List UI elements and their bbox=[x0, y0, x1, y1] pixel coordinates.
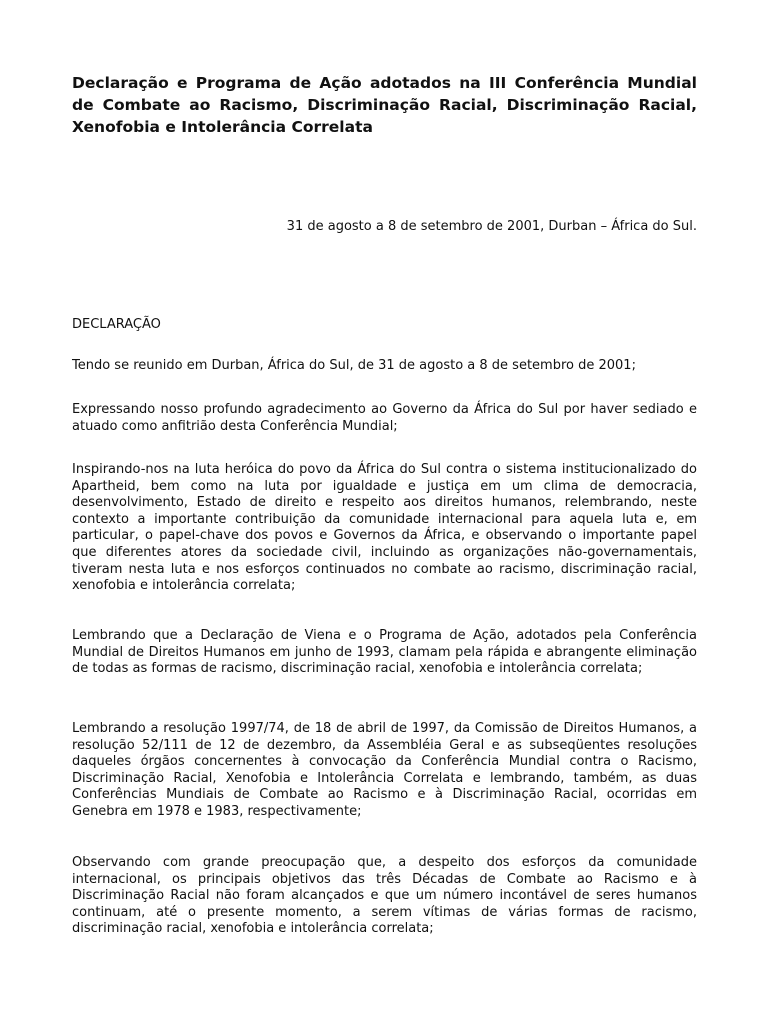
section-heading: DECLARAÇÃO bbox=[72, 317, 161, 332]
document-title: Declaração e Programa de Ação adotados na III Conferência Mundial de Combate ao Racismo, Discriminação Racial, Discriminação Racial, Xenofobia e Intolerância Correlata bbox=[72, 74, 697, 136]
paragraph-1: Tendo se reunido em Durban, África do Sul, de 31 de agosto a 8 de setembro de 2001; bbox=[72, 358, 636, 373]
paragraph-4: Lembrando que a Declaração de Viena e o Programa de Ação, adotados pela Conferência Mundial de Direitos Humanos em junho de 1993, clamam pela rápida e abrangente eliminação de todas as formas de racismo, discriminação racial, xenofobia e intolerância correlata; bbox=[72, 628, 697, 677]
paragraph-3: Inspirando-nos na luta heróica do povo da África do Sul contra o sistema institucionalizado do Apartheid, bem como na luta por igualdade e justiça em um clima de democracia, desenvolvimento, Estado de direito e respeito aos direitos humanos, relembrando, neste contexto a importante contribuição da comunidade internacional para aquela luta e, em particular, o papel-chave dos povos e Governos da África, e observando o importante papel que diferentes atores da sociedade civil, incluindo as organizações não-governamentais, tiveram nesta luta e nos esforços continuados no combate ao racismo, discriminação racial, xenofobia e intolerância correlata; bbox=[72, 462, 697, 594]
date-location-line: 31 de agosto a 8 de setembro de 2001, Durban – África do Sul. bbox=[286, 219, 697, 234]
paragraph-6: Observando com grande preocupação que, a despeito dos esforços da comunidade internacional, os principais objetivos das três Décadas de Combate ao Racismo e à Discriminação Racial não foram alcançados e que um número incontável de seres humanos continuam, até o presente momento, a serem vítimas de várias formas de racismo, discriminação racial, xenofobia e intolerância correlata; bbox=[72, 855, 697, 937]
paragraph-2: Expressando nosso profundo agradecimento ao Governo da África do Sul por haver sediado e atuado como anfitrião desta Conferência Mundial; bbox=[72, 402, 697, 434]
paragraph-5: Lembrando a resolução 1997/74, de 18 de abril de 1997, da Comissão de Direitos Humanos, a resolução 52/111 de 12 de dezembro, da Assembléia Geral e as subseqüentes resoluções daqueles órgãos concernentes à convocação da Conferência Mundial contra o Racismo, Discriminação Racial, Xenofobia e Intolerância Correlata e lembrando, também, as duas Conferências Mundiais de Combate ao Racismo e à Discriminação Racial, ocorridas em Genebra em 1978 e 1983, respectivamente; bbox=[72, 721, 697, 819]
